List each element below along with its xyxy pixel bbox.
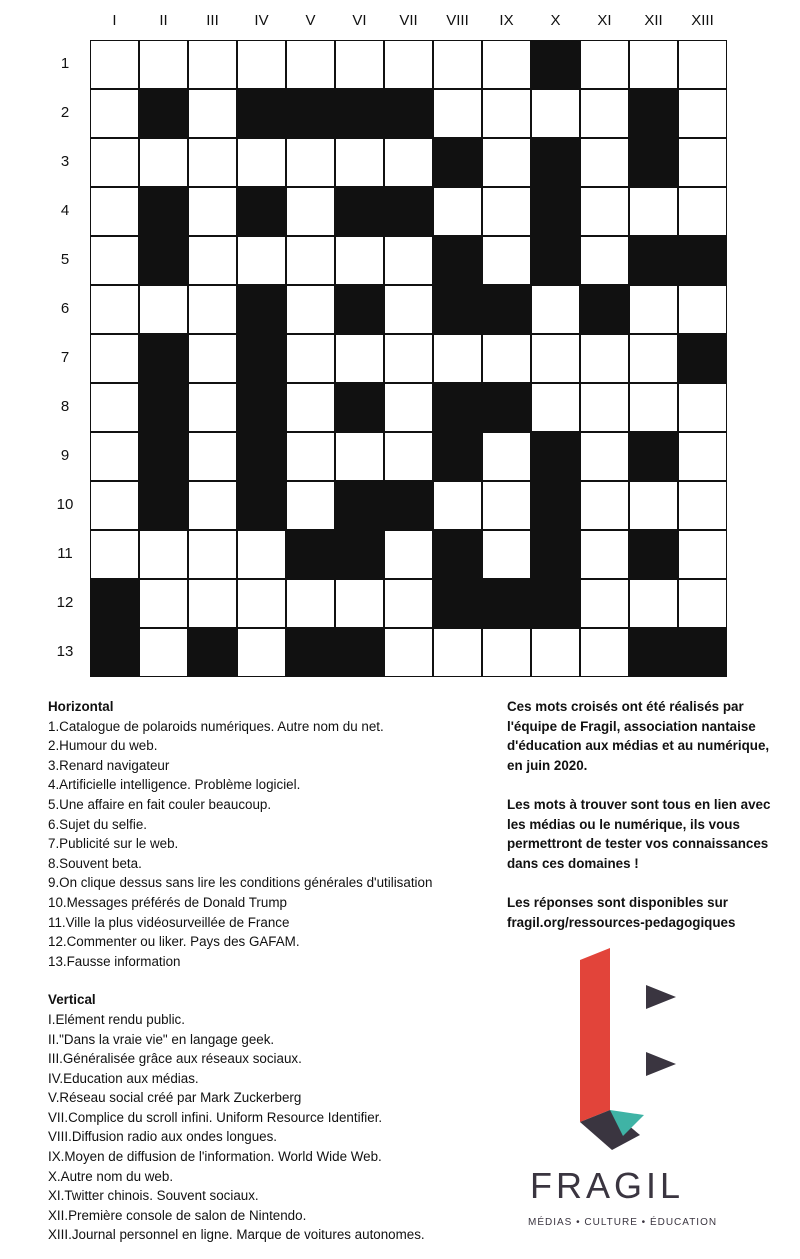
black-cell (188, 628, 237, 677)
answer-cell[interactable] (433, 481, 482, 530)
answer-cell[interactable] (335, 40, 384, 89)
answer-cell[interactable] (580, 579, 629, 628)
row-header: 9 (60, 447, 70, 464)
answer-cell[interactable] (384, 334, 433, 383)
answer-cell[interactable] (139, 579, 188, 628)
logo-arrow-top (646, 985, 676, 1009)
black-cell (335, 530, 384, 579)
answer-cell[interactable] (286, 236, 335, 285)
black-cell (335, 383, 384, 432)
vertical-clue: IV.Education aux médias. (48, 1070, 199, 1086)
answer-cell[interactable] (384, 628, 433, 677)
vertical-clue: I.Elément rendu public. (48, 1011, 185, 1027)
black-cell (335, 628, 384, 677)
black-cell (335, 481, 384, 530)
answer-cell[interactable] (531, 334, 580, 383)
answer-cell[interactable] (580, 138, 629, 187)
black-cell (384, 89, 433, 138)
horizontal-clue: 12.Commenter ou liker. Pays des GAFAM. (48, 934, 300, 950)
answer-cell[interactable] (629, 285, 678, 334)
black-cell (531, 481, 580, 530)
logo-red-bar (580, 948, 610, 1122)
black-cell (286, 628, 335, 677)
horizontal-title: Horizontal (48, 699, 114, 714)
answer-cell[interactable] (580, 334, 629, 383)
answer-cell[interactable] (90, 383, 139, 432)
black-cell (433, 138, 482, 187)
answer-cell[interactable] (139, 530, 188, 579)
black-cell (629, 138, 678, 187)
answer-cell[interactable] (188, 432, 237, 481)
answer-cell[interactable] (580, 628, 629, 677)
answer-cell[interactable] (384, 579, 433, 628)
answer-cell[interactable] (90, 187, 139, 236)
black-cell (139, 383, 188, 432)
answer-cell[interactable] (286, 432, 335, 481)
answer-cell[interactable] (678, 432, 727, 481)
answer-cell[interactable] (580, 481, 629, 530)
answer-cell[interactable] (384, 138, 433, 187)
answer-cell[interactable] (580, 236, 629, 285)
answer-cell[interactable] (90, 432, 139, 481)
answer-cell[interactable] (384, 40, 433, 89)
answer-cell[interactable] (188, 334, 237, 383)
answer-cell[interactable] (188, 579, 237, 628)
answer-cell[interactable] (433, 89, 482, 138)
black-cell (629, 89, 678, 138)
answer-cell[interactable] (629, 334, 678, 383)
answer-cell[interactable] (482, 334, 531, 383)
black-cell (237, 334, 286, 383)
black-cell (433, 383, 482, 432)
answer-cell[interactable] (188, 383, 237, 432)
answer-cell[interactable] (629, 383, 678, 432)
horizontal-clue: 13.Fausse information (48, 953, 181, 969)
row-header: 12 (56, 594, 74, 611)
black-cell (237, 383, 286, 432)
vertical-clue: II."Dans la vraie vie" en langage geek. (48, 1031, 275, 1047)
black-cell (482, 579, 531, 628)
vertical-clue: XIII.Journal personnel en ligne. Marque de voitures autonomes. (48, 1227, 425, 1243)
horizontal-clue: 6.Sujet du selfie. (48, 816, 148, 832)
horizontal-clue: 7.Publicité sur le web. (48, 836, 179, 852)
answer-cell[interactable] (139, 40, 188, 89)
black-cell (433, 579, 482, 628)
answer-cell[interactable] (482, 138, 531, 187)
horizontal-clue: 9.On clique dessus sans lire les conditions générales d'utilisation (48, 875, 433, 891)
answer-cell[interactable] (482, 530, 531, 579)
black-cell (482, 285, 531, 334)
answer-cell[interactable] (678, 187, 727, 236)
black-cell (678, 628, 727, 677)
row-header: 13 (56, 643, 74, 660)
black-cell (335, 89, 384, 138)
column-header: V (305, 12, 316, 29)
horizontal-clue: 10.Messages préférés de Donald Trump (48, 894, 287, 910)
black-cell (139, 432, 188, 481)
column-header: VIII (446, 12, 469, 29)
black-cell (433, 236, 482, 285)
answer-cell[interactable] (482, 432, 531, 481)
answer-cell[interactable] (286, 334, 335, 383)
column-header: I (112, 12, 117, 29)
black-cell (531, 530, 580, 579)
answer-cell[interactable] (139, 138, 188, 187)
answer-cell[interactable] (90, 89, 139, 138)
answer-cell[interactable] (629, 187, 678, 236)
answer-cell[interactable] (335, 236, 384, 285)
column-header: XI (597, 12, 612, 29)
horizontal-clue: 2.Humour du web. (48, 738, 158, 754)
answer-cell[interactable] (433, 628, 482, 677)
black-cell (629, 236, 678, 285)
black-cell (629, 628, 678, 677)
black-cell (384, 187, 433, 236)
answer-cell[interactable] (580, 40, 629, 89)
answer-cell[interactable] (482, 236, 531, 285)
answer-cell[interactable] (139, 628, 188, 677)
answer-cell[interactable] (678, 89, 727, 138)
answer-cell[interactable] (286, 383, 335, 432)
answer-cell[interactable] (678, 40, 727, 89)
answer-cell[interactable] (188, 187, 237, 236)
answer-cell[interactable] (237, 579, 286, 628)
black-cell (629, 432, 678, 481)
info-credits: Ces mots croisés ont été réalisés par l'équipe de Fragil, association nantaise d'éducation aux médias et au numérique, en juin 2020. (507, 699, 770, 773)
row-header: 5 (60, 251, 70, 268)
answer-cell[interactable] (531, 285, 580, 334)
answer-cell[interactable] (237, 236, 286, 285)
answer-cell[interactable] (433, 187, 482, 236)
answer-cell[interactable] (286, 187, 335, 236)
black-cell (433, 530, 482, 579)
answer-cell[interactable] (237, 530, 286, 579)
answer-cell[interactable] (433, 334, 482, 383)
answer-cell[interactable] (580, 383, 629, 432)
answer-cell[interactable] (237, 628, 286, 677)
logo-name: FRAGIL (530, 1165, 685, 1206)
horizontal-clue: 5.Une affaire en fait couler beaucoup. (48, 796, 272, 812)
vertical-clue: X.Autre nom du web. (48, 1168, 174, 1184)
answer-cell[interactable] (482, 89, 531, 138)
answer-cell[interactable] (188, 285, 237, 334)
row-header: 6 (60, 300, 70, 317)
horizontal-clue: 1.Catalogue de polaroids numériques. Autre nom du net. (48, 718, 384, 734)
column-header: IX (499, 12, 514, 29)
answer-cell[interactable] (678, 530, 727, 579)
info-topic: Les mots à trouver sont tous en lien avec les médias ou le numérique, ils vous permettront de tester vos connaissances dans ces domaines ! (507, 796, 771, 871)
answer-cell[interactable] (286, 579, 335, 628)
column-header: III (206, 12, 219, 29)
column-header: XIII (691, 12, 714, 29)
row-header: 3 (60, 153, 70, 170)
black-cell (678, 334, 727, 383)
black-cell (482, 383, 531, 432)
black-cell (678, 236, 727, 285)
black-cell (237, 285, 286, 334)
answer-cell[interactable] (188, 481, 237, 530)
answer-cell[interactable] (335, 334, 384, 383)
horizontal-clue: 3.Renard navigateur (48, 757, 170, 773)
answer-cell[interactable] (286, 138, 335, 187)
horizontal-clue: 8.Souvent beta. (48, 855, 142, 871)
vertical-clue-list (48, 1010, 503, 1245)
horizontal-clue: 4.Artificielle intelligence. Problème logiciel. (48, 777, 301, 793)
answer-cell[interactable] (286, 285, 335, 334)
vertical-clue: V.Réseau social créé par Mark Zuckerberg (48, 1090, 302, 1106)
black-cell (629, 530, 678, 579)
answer-cell[interactable] (237, 40, 286, 89)
answer-cell[interactable] (90, 40, 139, 89)
black-cell (286, 89, 335, 138)
row-header: 11 (57, 545, 73, 562)
answer-cell[interactable] (433, 40, 482, 89)
row-header: 7 (60, 349, 70, 366)
black-cell (531, 579, 580, 628)
black-cell (237, 89, 286, 138)
answer-cell[interactable] (384, 383, 433, 432)
vertical-clue: VII.Complice du scroll infini. Uniform Resource Identifier. (48, 1109, 383, 1125)
answer-cell[interactable] (629, 40, 678, 89)
info-answers: Les réponses sont disponibles sur fragil.org/ressources-pedagogiques (507, 894, 736, 930)
horizontal-clue: 11.Ville la plus vidéosurveillée de France (48, 914, 290, 930)
answer-cell[interactable] (286, 40, 335, 89)
clues-section (48, 697, 503, 1245)
answer-cell[interactable] (384, 530, 433, 579)
answer-cell[interactable] (678, 383, 727, 432)
black-cell (433, 432, 482, 481)
black-cell (384, 481, 433, 530)
answer-cell[interactable] (384, 285, 433, 334)
logo-tagline: MÉDIAS • CULTURE • ÉDUCATION (528, 1217, 718, 1228)
answer-cell[interactable] (482, 40, 531, 89)
answer-cell[interactable] (188, 40, 237, 89)
black-cell (531, 432, 580, 481)
answer-cell[interactable] (188, 236, 237, 285)
column-header: IV (254, 12, 269, 29)
black-cell (139, 481, 188, 530)
black-cell (580, 285, 629, 334)
vertical-clue: XII.Première console de salon de Nintendo. (48, 1207, 307, 1223)
black-cell (139, 89, 188, 138)
answer-cell[interactable] (188, 138, 237, 187)
answer-cell[interactable] (629, 579, 678, 628)
vertical-clue: IX.Moyen de diffusion de l'information. World Wide Web. (48, 1149, 382, 1165)
answer-cell[interactable] (335, 432, 384, 481)
answer-cell[interactable] (90, 138, 139, 187)
black-cell (139, 187, 188, 236)
vertical-clue: XI.Twitter chinois. Souvent sociaux. (48, 1188, 259, 1204)
answer-cell[interactable] (678, 579, 727, 628)
answer-cell[interactable] (237, 138, 286, 187)
answer-cell[interactable] (335, 138, 384, 187)
answer-cell[interactable] (678, 481, 727, 530)
logo-arrow-bottom (646, 1052, 676, 1076)
black-cell (335, 187, 384, 236)
answer-cell[interactable] (90, 236, 139, 285)
answer-cell[interactable] (580, 530, 629, 579)
vertical-clue: VIII.Diffusion radio aux ondes longues. (48, 1129, 278, 1145)
answer-cell[interactable] (335, 579, 384, 628)
black-cell (90, 579, 139, 628)
answer-cell[interactable] (482, 187, 531, 236)
answer-cell[interactable] (90, 334, 139, 383)
horizontal-clue-list (48, 717, 503, 972)
black-cell (531, 187, 580, 236)
vertical-title: Vertical (48, 992, 96, 1008)
answer-cell[interactable] (580, 187, 629, 236)
vertical-clue: III.Généralisée grâce aux réseaux sociaux. (48, 1051, 302, 1067)
black-cell (531, 236, 580, 285)
row-header: 1 (60, 55, 70, 72)
answer-cell[interactable] (139, 285, 188, 334)
answer-cell[interactable] (678, 285, 727, 334)
black-cell (286, 530, 335, 579)
answer-cell[interactable] (629, 481, 678, 530)
answer-cell[interactable] (384, 432, 433, 481)
answer-cell[interactable] (531, 89, 580, 138)
column-header: XII (644, 12, 663, 29)
black-cell (237, 481, 286, 530)
black-cell (139, 236, 188, 285)
black-cell (531, 40, 580, 89)
black-cell (531, 138, 580, 187)
answer-cell[interactable] (384, 236, 433, 285)
black-cell (237, 187, 286, 236)
answer-cell[interactable] (580, 432, 629, 481)
answer-cell[interactable] (90, 530, 139, 579)
column-header: VI (352, 12, 367, 29)
answer-cell[interactable] (482, 628, 531, 677)
answer-cell[interactable] (531, 383, 580, 432)
answer-cell[interactable] (678, 138, 727, 187)
info-text (507, 697, 777, 952)
black-cell (139, 334, 188, 383)
column-header: VII (399, 12, 418, 29)
column-header: II (159, 12, 168, 29)
row-header: 2 (60, 104, 70, 121)
answer-cell[interactable] (90, 285, 139, 334)
black-cell (433, 285, 482, 334)
answer-cell[interactable] (188, 89, 237, 138)
answer-cell[interactable] (90, 481, 139, 530)
answer-cell[interactable] (188, 530, 237, 579)
black-cell (90, 628, 139, 677)
black-cell (237, 432, 286, 481)
answer-cell[interactable] (580, 89, 629, 138)
row-header: 8 (60, 398, 70, 415)
row-header: 10 (56, 496, 74, 513)
answer-cell[interactable] (482, 481, 531, 530)
answer-cell[interactable] (286, 481, 335, 530)
black-cell (335, 285, 384, 334)
answer-cell[interactable] (531, 628, 580, 677)
column-header: X (550, 12, 561, 29)
row-header: 4 (60, 202, 70, 219)
crossword-grid (90, 40, 727, 677)
